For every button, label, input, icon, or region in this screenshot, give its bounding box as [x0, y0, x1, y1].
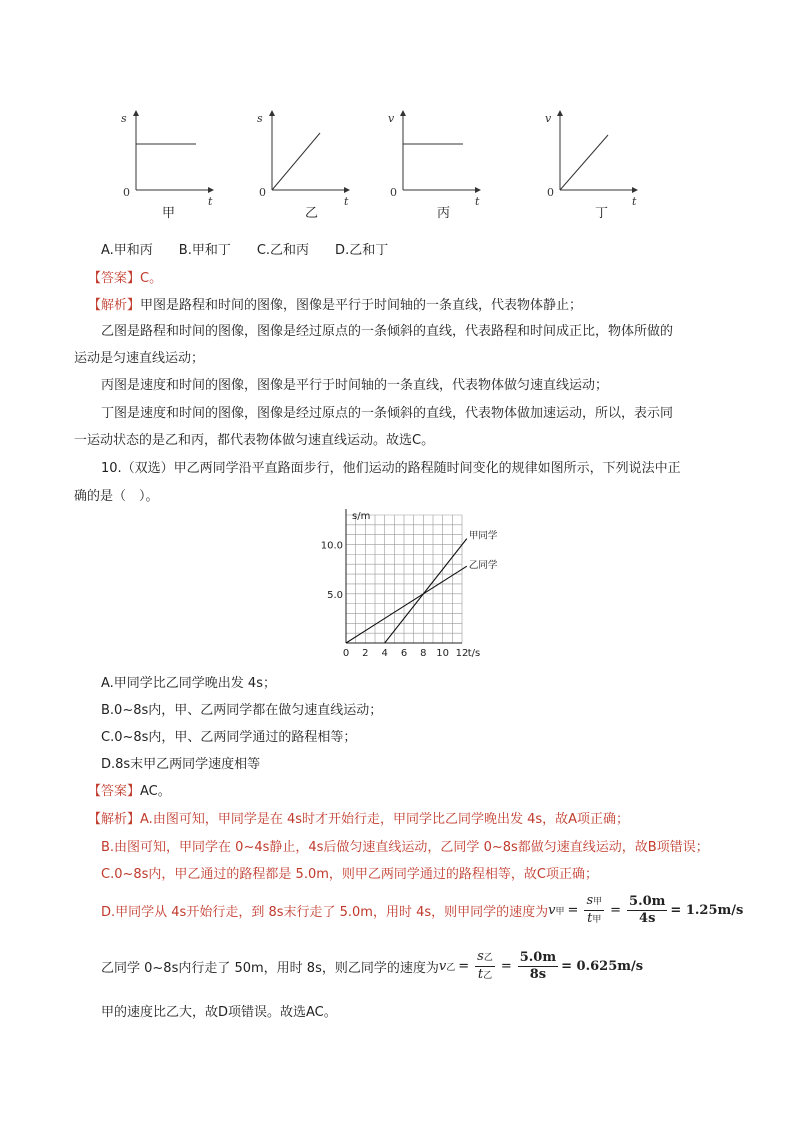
ding-line: [560, 135, 608, 190]
q10-answer-tag: 【答案】: [88, 784, 141, 799]
eq2-num-s: s: [477, 948, 484, 964]
y-tick-label-10.0: 10.0: [320, 540, 343, 552]
q10-stem-1: 10.（双选）甲乙两同学沿平直路面步行，他们运动的路程随时间变化的规律如图所示，下列说法中正: [101, 461, 681, 476]
series-label-0: 甲同学: [468, 530, 498, 542]
eq2-num-sub: 乙: [483, 952, 493, 963]
q10-option-a: A.甲同学比乙同学晚出发 4s；: [101, 676, 276, 691]
bing-xlabel: t: [475, 195, 480, 208]
q10-option-c: C.0~8s内，甲、乙两同学通过的路程相等；: [101, 730, 357, 745]
y-axis-label: s/m: [352, 511, 371, 522]
graph-yi-svg: [252, 110, 352, 210]
q10-yi-text: 乙同学 0~8s内行走了 50m，用时 8s，则乙同学的速度为: [101, 960, 439, 976]
ding-ylabel: v: [545, 112, 552, 125]
ding-origin: 0: [547, 186, 554, 199]
eq1-result: = 1.25m/s: [670, 902, 744, 918]
yi-xlabel: t: [344, 195, 349, 208]
q9-analysis-1: [88, 294, 582, 313]
series-line-1: [346, 566, 467, 643]
bing-origin: 0: [390, 186, 397, 199]
bing-ylabel: v: [388, 112, 395, 125]
yi-ylabel: s: [257, 112, 263, 125]
graph-bing-svg: [383, 110, 483, 210]
y-tick-label-5.0: 5.0: [327, 589, 343, 601]
jia-origin: 0: [123, 186, 130, 199]
q10-analysis-b: B.由图可知，甲同学在 0~4s静止，4s后做匀速直线运动，乙同学 0~8s都做匀速直线运动，故B项错误；: [101, 840, 709, 855]
q10-analysis-c: C.0~8s内，甲乙通过的路程都是 5.0m，则甲乙两同学通过的路程相等，故C项正确；: [101, 867, 598, 882]
q9-analysis-1-text: 甲图是路程和时间的图像，图像是平行于时间轴的一条直线，代表物体静止；: [140, 298, 583, 313]
x-tick-label-0: 0: [342, 648, 350, 659]
yi-origin: 0: [259, 186, 266, 199]
q9-answer-line: [88, 267, 162, 286]
eq2-result: = 0.625m/s: [561, 958, 644, 974]
graph-jia-caption: 甲: [162, 206, 176, 221]
graph-bing-caption: 丙: [437, 206, 451, 221]
x-axis-label: t/s: [467, 648, 481, 659]
eq2-v-sub: 乙: [446, 962, 456, 973]
x-tick-label-4: 4: [381, 648, 388, 659]
q9-analysis-5: 丁图是速度和时间的图像，图像是经过原点的一条倾斜的直线，代表物体做加速运动，所以，表示同: [101, 406, 674, 421]
q9-answer-tag: 【答案】: [88, 271, 141, 286]
x-tick-label-10: 10: [436, 648, 450, 659]
q10-chart-svg: [318, 505, 518, 665]
q9-analysis-tag: 【解析】: [88, 298, 141, 313]
q9-analysis-3: 运动是匀速直线运动；: [74, 351, 205, 366]
series-label-1: 乙同学: [468, 560, 498, 572]
q10-conclusion: 甲的速度比乙大，故D项错误。故选AC。: [101, 1005, 337, 1020]
q10-yi-line: 乙同学 0~8s内行走了 50m，用时 8s，则乙同学的速度为 v 乙 = $\frac{\text{s乙}}{\text{t乙}}$ = $\frac{5.0m}{8s}$ = 0.625m/s: [101, 948, 644, 982]
graph-yi: [252, 110, 352, 214]
q10-analysis-d-line: D.甲同学从 4s开始行走，到 8s末行走了 5.0m，用时 4s，则甲同学的速度为 v 甲 = $\frac{\text{s甲}}{\text{t甲}}$ = $\frac{5.0m}{4s}$ = 1.25m/s: [101, 892, 744, 926]
graph-jia: [116, 110, 216, 214]
x-tick-label-8: 8: [420, 648, 427, 659]
eq2-frac-values: [518, 950, 558, 983]
eq1-v: v: [548, 902, 556, 918]
q10-analysis-a: A.由图可知，甲同学是在 4s时才开始行走，甲同学比乙同学晚出发 4s，故A项正确；: [140, 812, 630, 827]
q10-analysis-d: D.甲同学从 4s开始行走，到 8s末行走了 5.0m，用时 4s，则甲同学的速度为: [101, 904, 549, 920]
q10-answer-line: [88, 780, 171, 799]
eq1-den-val: 4s: [639, 910, 656, 926]
q9-analysis-6: 一运动状态的是乙和丙，都代表物体做匀速直线运动。故选C。: [74, 433, 435, 448]
graph-ding-caption: 丁: [595, 206, 609, 221]
graph-yi-caption: 乙: [305, 206, 319, 221]
graph-jia-svg: [116, 110, 216, 210]
graph-ding: [540, 110, 640, 214]
eq2-v: v: [438, 958, 447, 974]
eq2-den-t: t: [477, 966, 484, 982]
graph-bing: [383, 110, 483, 214]
jia-xlabel: t: [208, 195, 213, 208]
jia-ylabel: s: [121, 112, 127, 125]
q10-answer: AC。: [140, 784, 171, 799]
q9-analysis-4: 丙图是速度和时间的图像，图像是平行于时间轴的一条直线，代表物体做匀速直线运动；: [101, 378, 609, 393]
eq2-frac-symbolic: [475, 949, 495, 984]
eq1-frac-symbolic: [584, 893, 604, 928]
q9-analysis-2: 乙图是路程和时间的图像，图像是经过原点的一条倾斜的直线，代表路程和时间成正比，物体所做的: [101, 324, 674, 339]
eq1-frac-values: [627, 894, 667, 927]
eq1-num-sub: 甲: [593, 896, 603, 907]
yi-line: [272, 133, 320, 190]
graph-ding-svg: [540, 110, 640, 210]
x-tick-label-2: 2: [362, 648, 369, 659]
q10-chart: [318, 505, 518, 669]
eq2-den-sub: 乙: [483, 970, 493, 981]
q10-analysis-a-line: [88, 808, 629, 827]
eq1-v-sub: 甲: [555, 906, 565, 917]
q10-stem-2: 确的是（ ）。: [74, 489, 159, 504]
x-tick-label-6: 6: [400, 648, 408, 659]
eq1-den-t: t: [587, 910, 593, 926]
q9-options: A.甲和丙 B.甲和丁 C.乙和丙 D.乙和丁: [101, 243, 389, 258]
q9-answer: C。: [140, 271, 163, 286]
eq1-num-s: s: [586, 892, 594, 908]
eq1-den-sub: 甲: [592, 914, 602, 925]
q10-option-d: D.8s末甲乙两同学速度相等: [101, 757, 261, 772]
x-tick-label-12: 12: [455, 648, 469, 659]
q10-analysis-tag: 【解析】: [88, 812, 141, 827]
ding-xlabel: t: [632, 195, 637, 208]
q10-option-b: B.0~8s内，甲、乙两同学都在做匀速直线运动；: [101, 703, 383, 718]
eq1-num-val: 5.0m: [629, 893, 666, 909]
eq2-num-val: 5.0m: [519, 949, 557, 965]
eq2-den-val: 8s: [529, 966, 547, 982]
